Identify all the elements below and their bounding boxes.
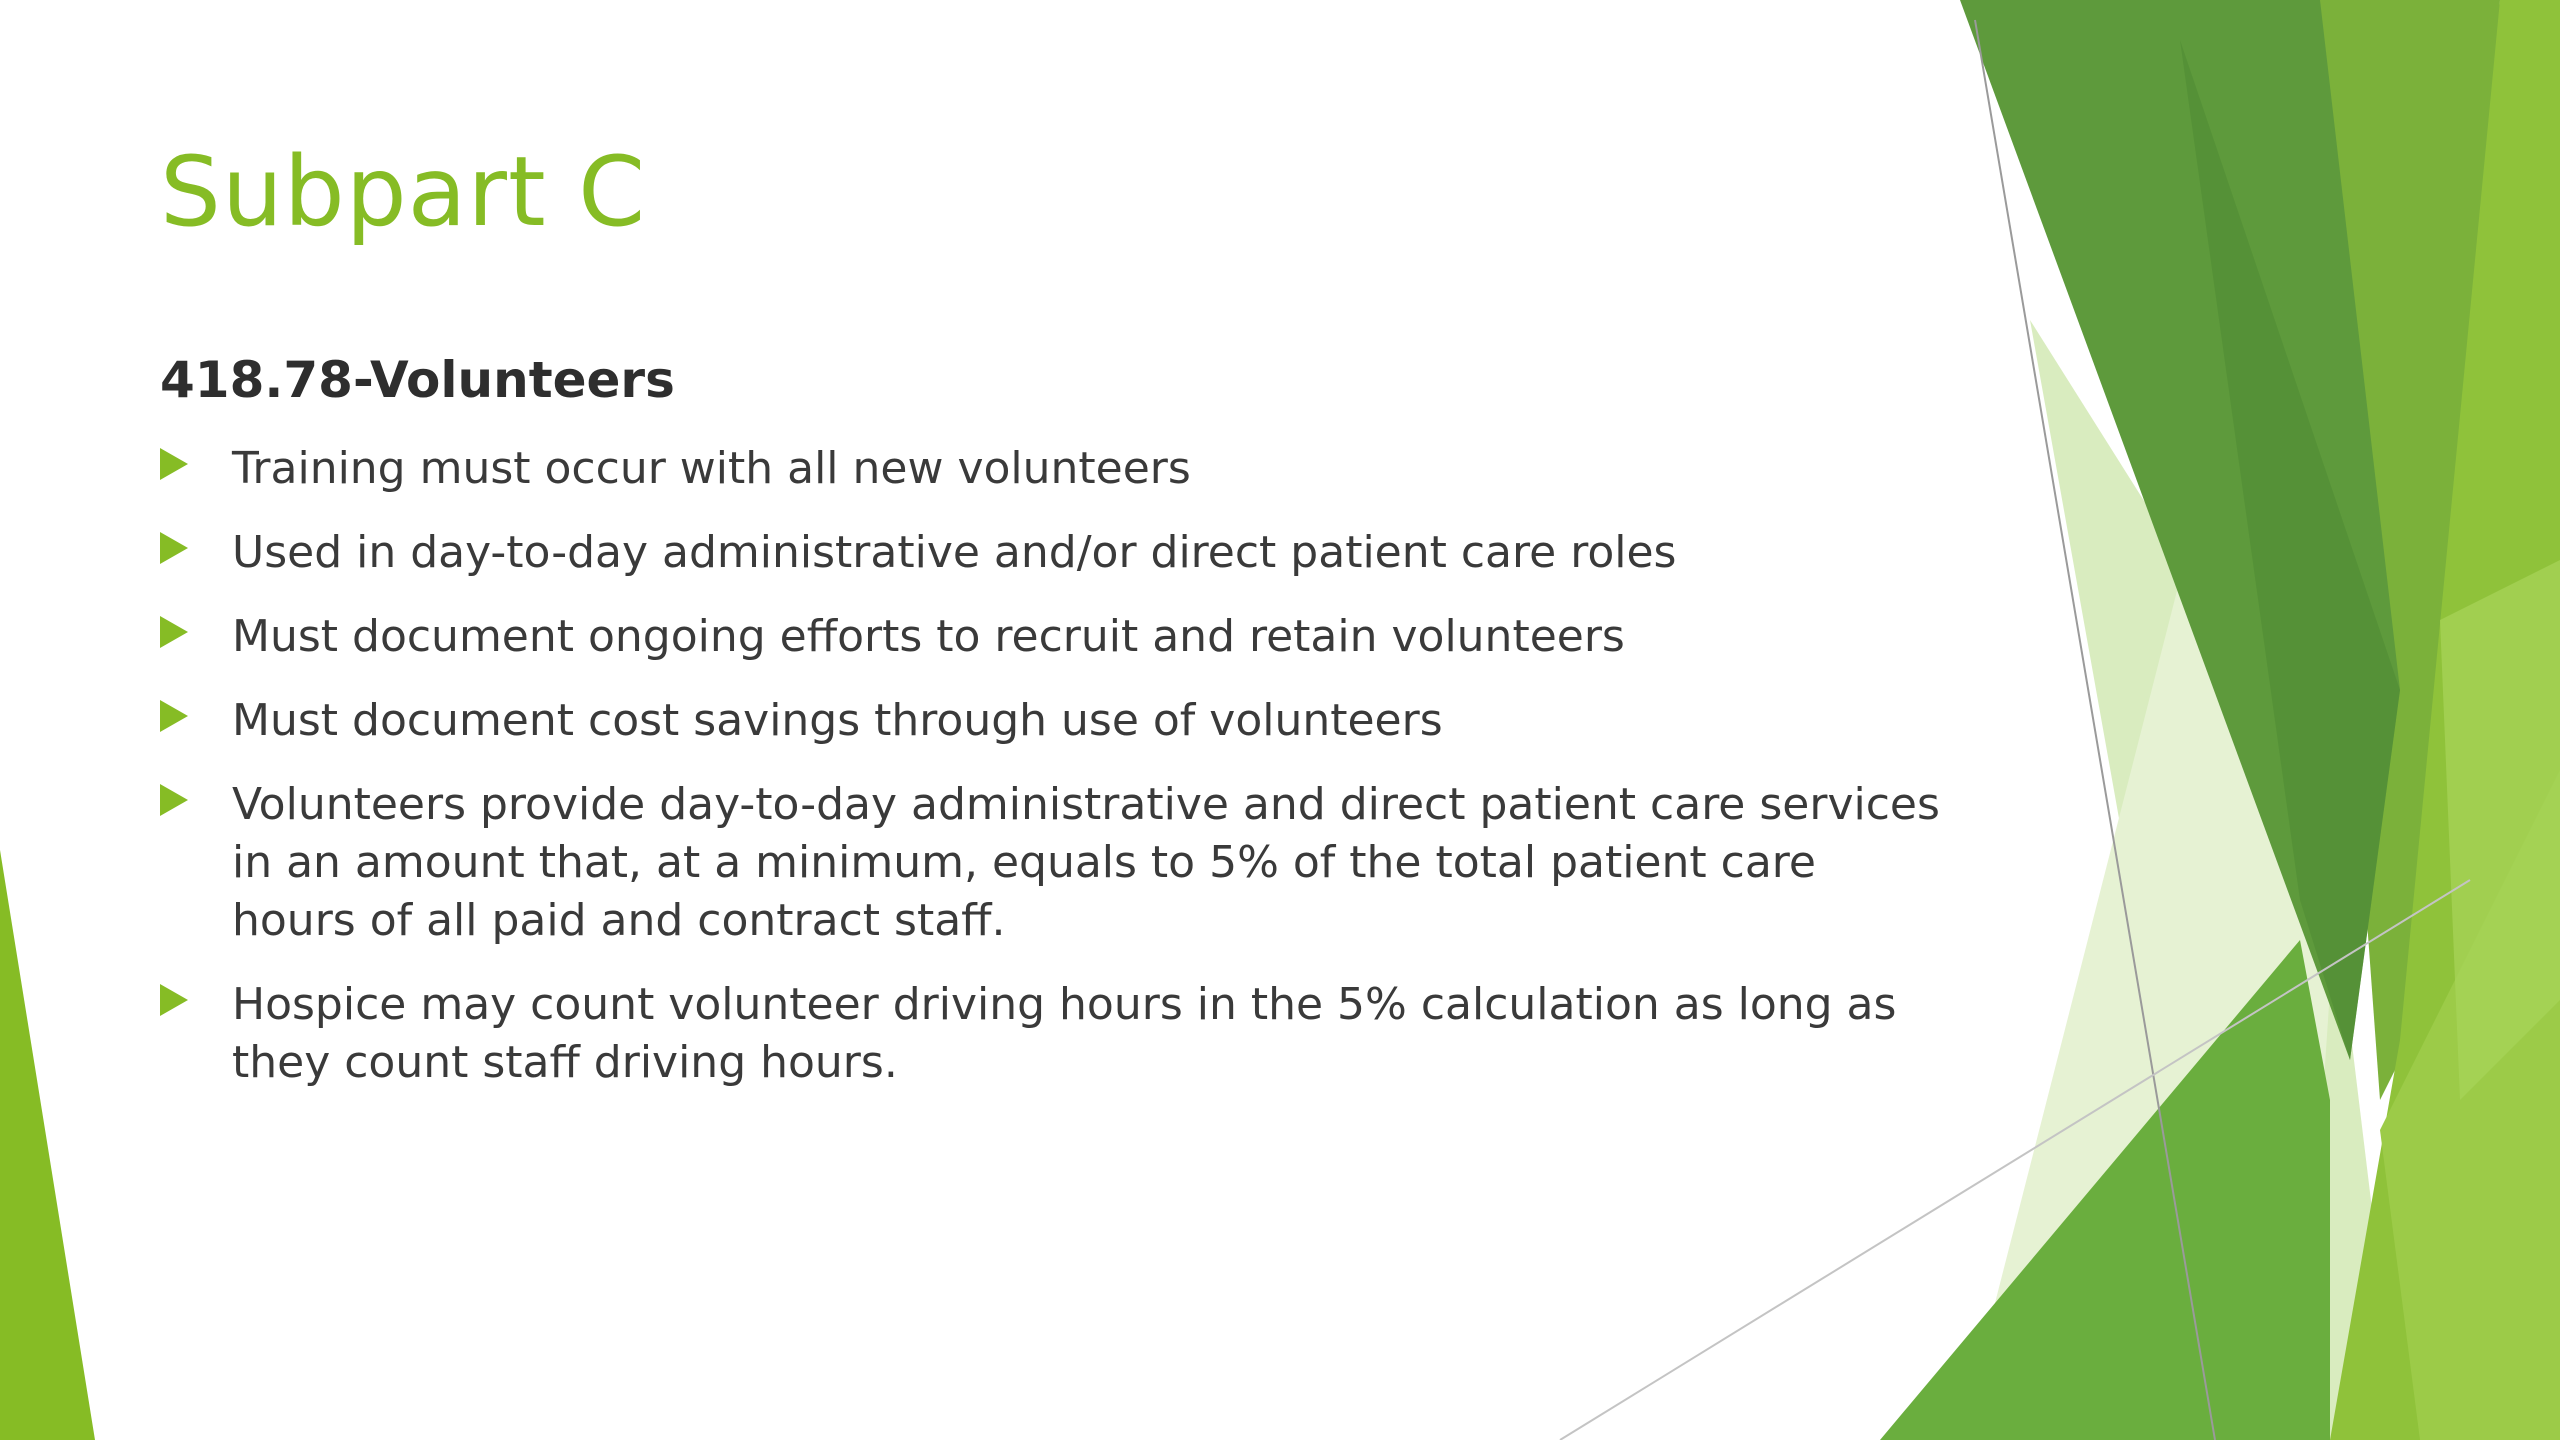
left-green-sliver xyxy=(0,850,95,1440)
triangle-right-icon xyxy=(160,976,232,1016)
list-item xyxy=(160,976,1950,1092)
bullet-text: Volunteers provide day-to-day administrative and direct patient care services in an amount that, at a minimum, equals to 5% of the total patient care hours of all paid and contract staff. xyxy=(232,779,1940,946)
triangle-right-icon xyxy=(160,692,232,732)
slide-content xyxy=(160,350,1950,1118)
bullet-text: Must document ongoing efforts to recruit and retain volunteers xyxy=(232,611,1625,662)
bullet-text: Training must occur with all new volunteers xyxy=(232,443,1191,494)
bullet-text: Must document cost savings through use of volunteers xyxy=(232,695,1443,746)
triangle-right-icon xyxy=(160,524,232,564)
triangle-right-icon xyxy=(160,440,232,480)
bullet-list xyxy=(160,440,1950,1092)
triangle-right-icon xyxy=(160,608,232,648)
list-item xyxy=(160,524,1950,582)
list-item xyxy=(160,776,1950,950)
list-item xyxy=(160,608,1950,666)
list-item xyxy=(160,692,1950,750)
list-item xyxy=(160,440,1950,498)
section-subheading: 418.78-Volunteers xyxy=(160,351,675,409)
slide-title: Subpart C xyxy=(160,136,647,248)
triangle-right-icon xyxy=(160,776,232,816)
bullet-text: Hospice may count volunteer driving hours in the 5% calculation as long as they count staff driving hours. xyxy=(232,979,1897,1088)
bullet-text: Used in day-to-day administrative and/or direct patient care roles xyxy=(232,527,1677,578)
